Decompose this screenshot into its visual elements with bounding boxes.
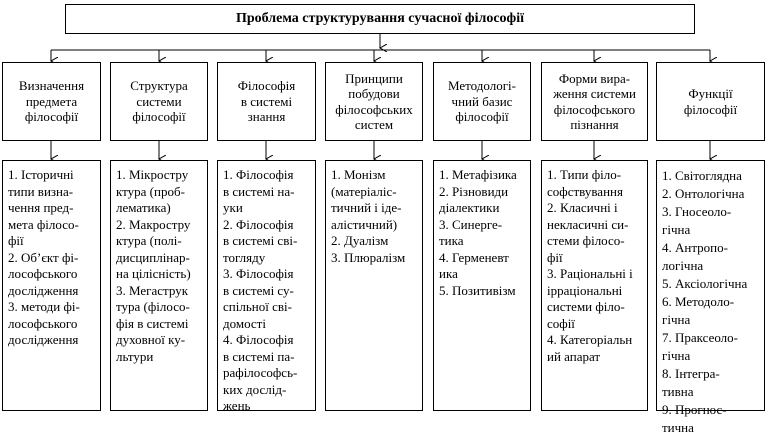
column-header-system-structure: Структура системи філософії xyxy=(110,62,208,141)
column-header-philosophy-in-knowledge: Філософія в системі знання xyxy=(217,62,316,141)
column-content-subject-definition: 1. Історичні типи визна- чення пред- мета філосо- фії 2. Об’єкт фі- лософського дослідження 3. методи фі- лософського дослідження xyxy=(2,160,101,411)
column-content-forms-of-expression: 1. Типи філо- софствування 2. Класичні і некласичні си- стеми філосо- фії 3. Раціональні і ірраціональні системи філо- софії 4. Категоріальн ий апарат xyxy=(541,160,648,411)
column-header-construction-principles: Принципи побудови філософських систем xyxy=(325,62,423,141)
column-content-philosophy-in-knowledge: 1. Філософія в системі на- уки 2. Філософія в системі сві- тогляду 3. Філософія в системі су- спільної сві- домості 4. Філософія в системі па- рафілософсь- ких дослід- жень xyxy=(217,160,316,411)
column-content-functions: 1. Світоглядна 2. Онтологічна 3. Гносеоло- гічна 4. Антропо- логічна 5. Аксіологічна 6. Методоло- гічна 7. Праксеоло- гічна 8. Інтегра- тивна 9. Прогнос- тична xyxy=(656,160,765,411)
column-content-construction-principles: 1. Монізм (матеріаліс- тичний і іде- алістичний) 2. Дуалізм 3. Плюралізм xyxy=(325,160,423,411)
column-content-system-structure: 1. Мікростру ктура (проб- лематика) 2. Макростру ктура (полі- дисциплінар- на цілісність) 3. Мегаструк тура (філосо- фія в системі духовної ку- льтури xyxy=(110,160,208,411)
column-content-methodological-basis: 1. Метафізика 2. Різновиди діалектики 3. Синерге- тика 4. Герменевт ика 5. Позитивізм xyxy=(433,160,531,411)
column-header-functions: Функції філософії xyxy=(656,62,765,141)
column-header-forms-of-expression: Форми вира- ження системи філософського пізнання xyxy=(541,62,648,141)
diagram-title: Проблема структурування сучасної філософії xyxy=(65,4,695,34)
column-header-subject-definition: Визначення предмета філософії xyxy=(2,62,101,141)
column-header-methodological-basis: Методологі- чний базис філософії xyxy=(433,62,531,141)
